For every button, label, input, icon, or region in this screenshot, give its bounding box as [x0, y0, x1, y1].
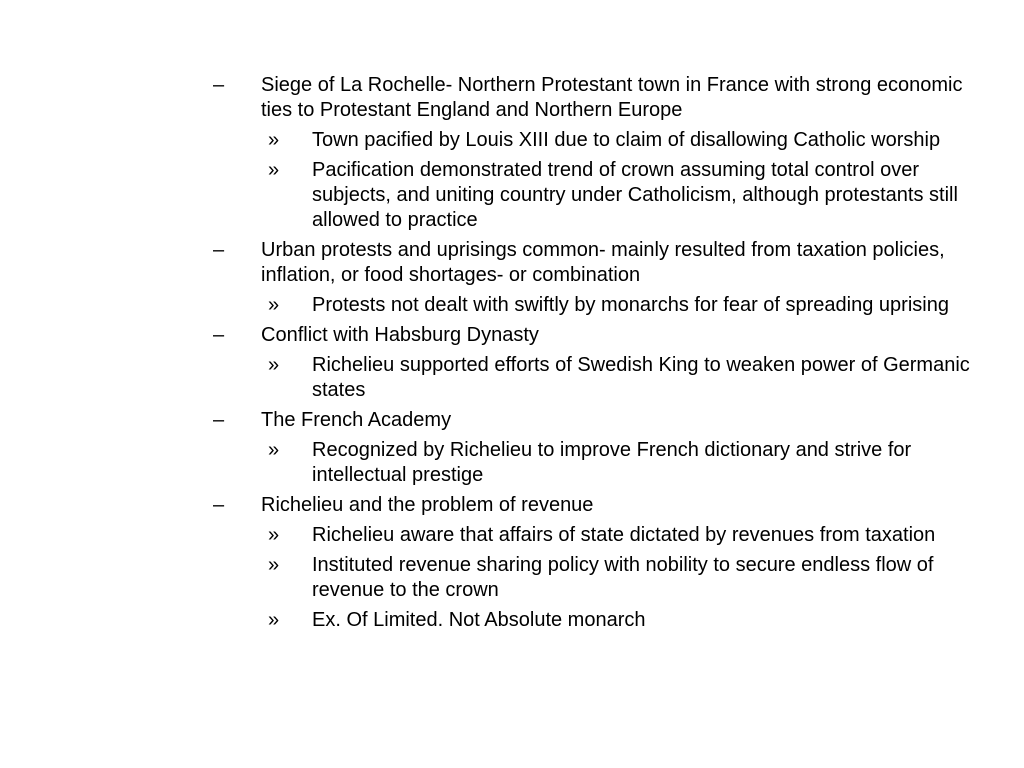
outline-item-text: The French Academy [261, 409, 452, 431]
outline-item [210, 238, 980, 288]
sub-item [210, 353, 980, 403]
chevron-bullet: » [268, 159, 280, 181]
chevron-bullet: » [268, 129, 280, 151]
sub-item [210, 438, 980, 488]
sub-item-text: Ex. Of Limited. Not Absolute monarch [312, 609, 646, 631]
sub-item-text: Pacification demonstrated trend of crown assuming total control over subjects, and uniting country under Catholicism, although protestants still allowed to practice [312, 159, 958, 231]
dash-bullet: – [213, 494, 225, 516]
sub-item [210, 553, 980, 603]
outline-item [210, 73, 980, 123]
chevron-bullet: » [268, 294, 280, 316]
chevron-bullet: » [268, 524, 280, 546]
outline-item-text: Conflict with Habsburg Dynasty [261, 324, 539, 346]
sub-item-text: Protests not dealt with swiftly by monarchs for fear of spreading uprising [312, 294, 949, 316]
dash-bullet: – [213, 324, 225, 346]
chevron-bullet: » [268, 554, 280, 576]
bullet-outline [210, 73, 980, 633]
sub-item-text: Richelieu supported efforts of Swedish King to weaken power of Germanic states [312, 354, 970, 401]
sub-item-text: Town pacified by Louis XIII due to claim of disallowing Catholic worship [312, 129, 941, 151]
sub-item [210, 128, 980, 153]
sub-item [210, 523, 980, 548]
chevron-bullet: » [268, 354, 280, 376]
sub-item-text: Instituted revenue sharing policy with nobility to secure endless flow of revenue to the crown [312, 554, 934, 601]
sub-item [210, 608, 980, 633]
outline-item [210, 323, 980, 348]
sub-item-text: Richelieu aware that affairs of state dictated by revenues from taxation [312, 524, 936, 546]
chevron-bullet: » [268, 439, 280, 461]
dash-bullet: – [213, 409, 225, 431]
outline-item [210, 408, 980, 433]
sub-item [210, 158, 980, 233]
outline-item [210, 493, 980, 518]
dash-bullet: – [213, 74, 225, 96]
dash-bullet: – [213, 239, 225, 261]
outline-item-text: Urban protests and uprisings common- mainly resulted from taxation policies, inflation, or food shortages- or combination [261, 239, 945, 286]
outline-item-text: Richelieu and the problem of revenue [261, 494, 594, 516]
outline-item-text: Siege of La Rochelle- Northern Protestant town in France with strong economic ties to Protestant England and Northern Europe [261, 74, 963, 121]
chevron-bullet: » [268, 609, 280, 631]
sub-item-text: Recognized by Richelieu to improve French dictionary and strive for intellectual prestige [312, 439, 912, 486]
sub-item [210, 293, 980, 318]
